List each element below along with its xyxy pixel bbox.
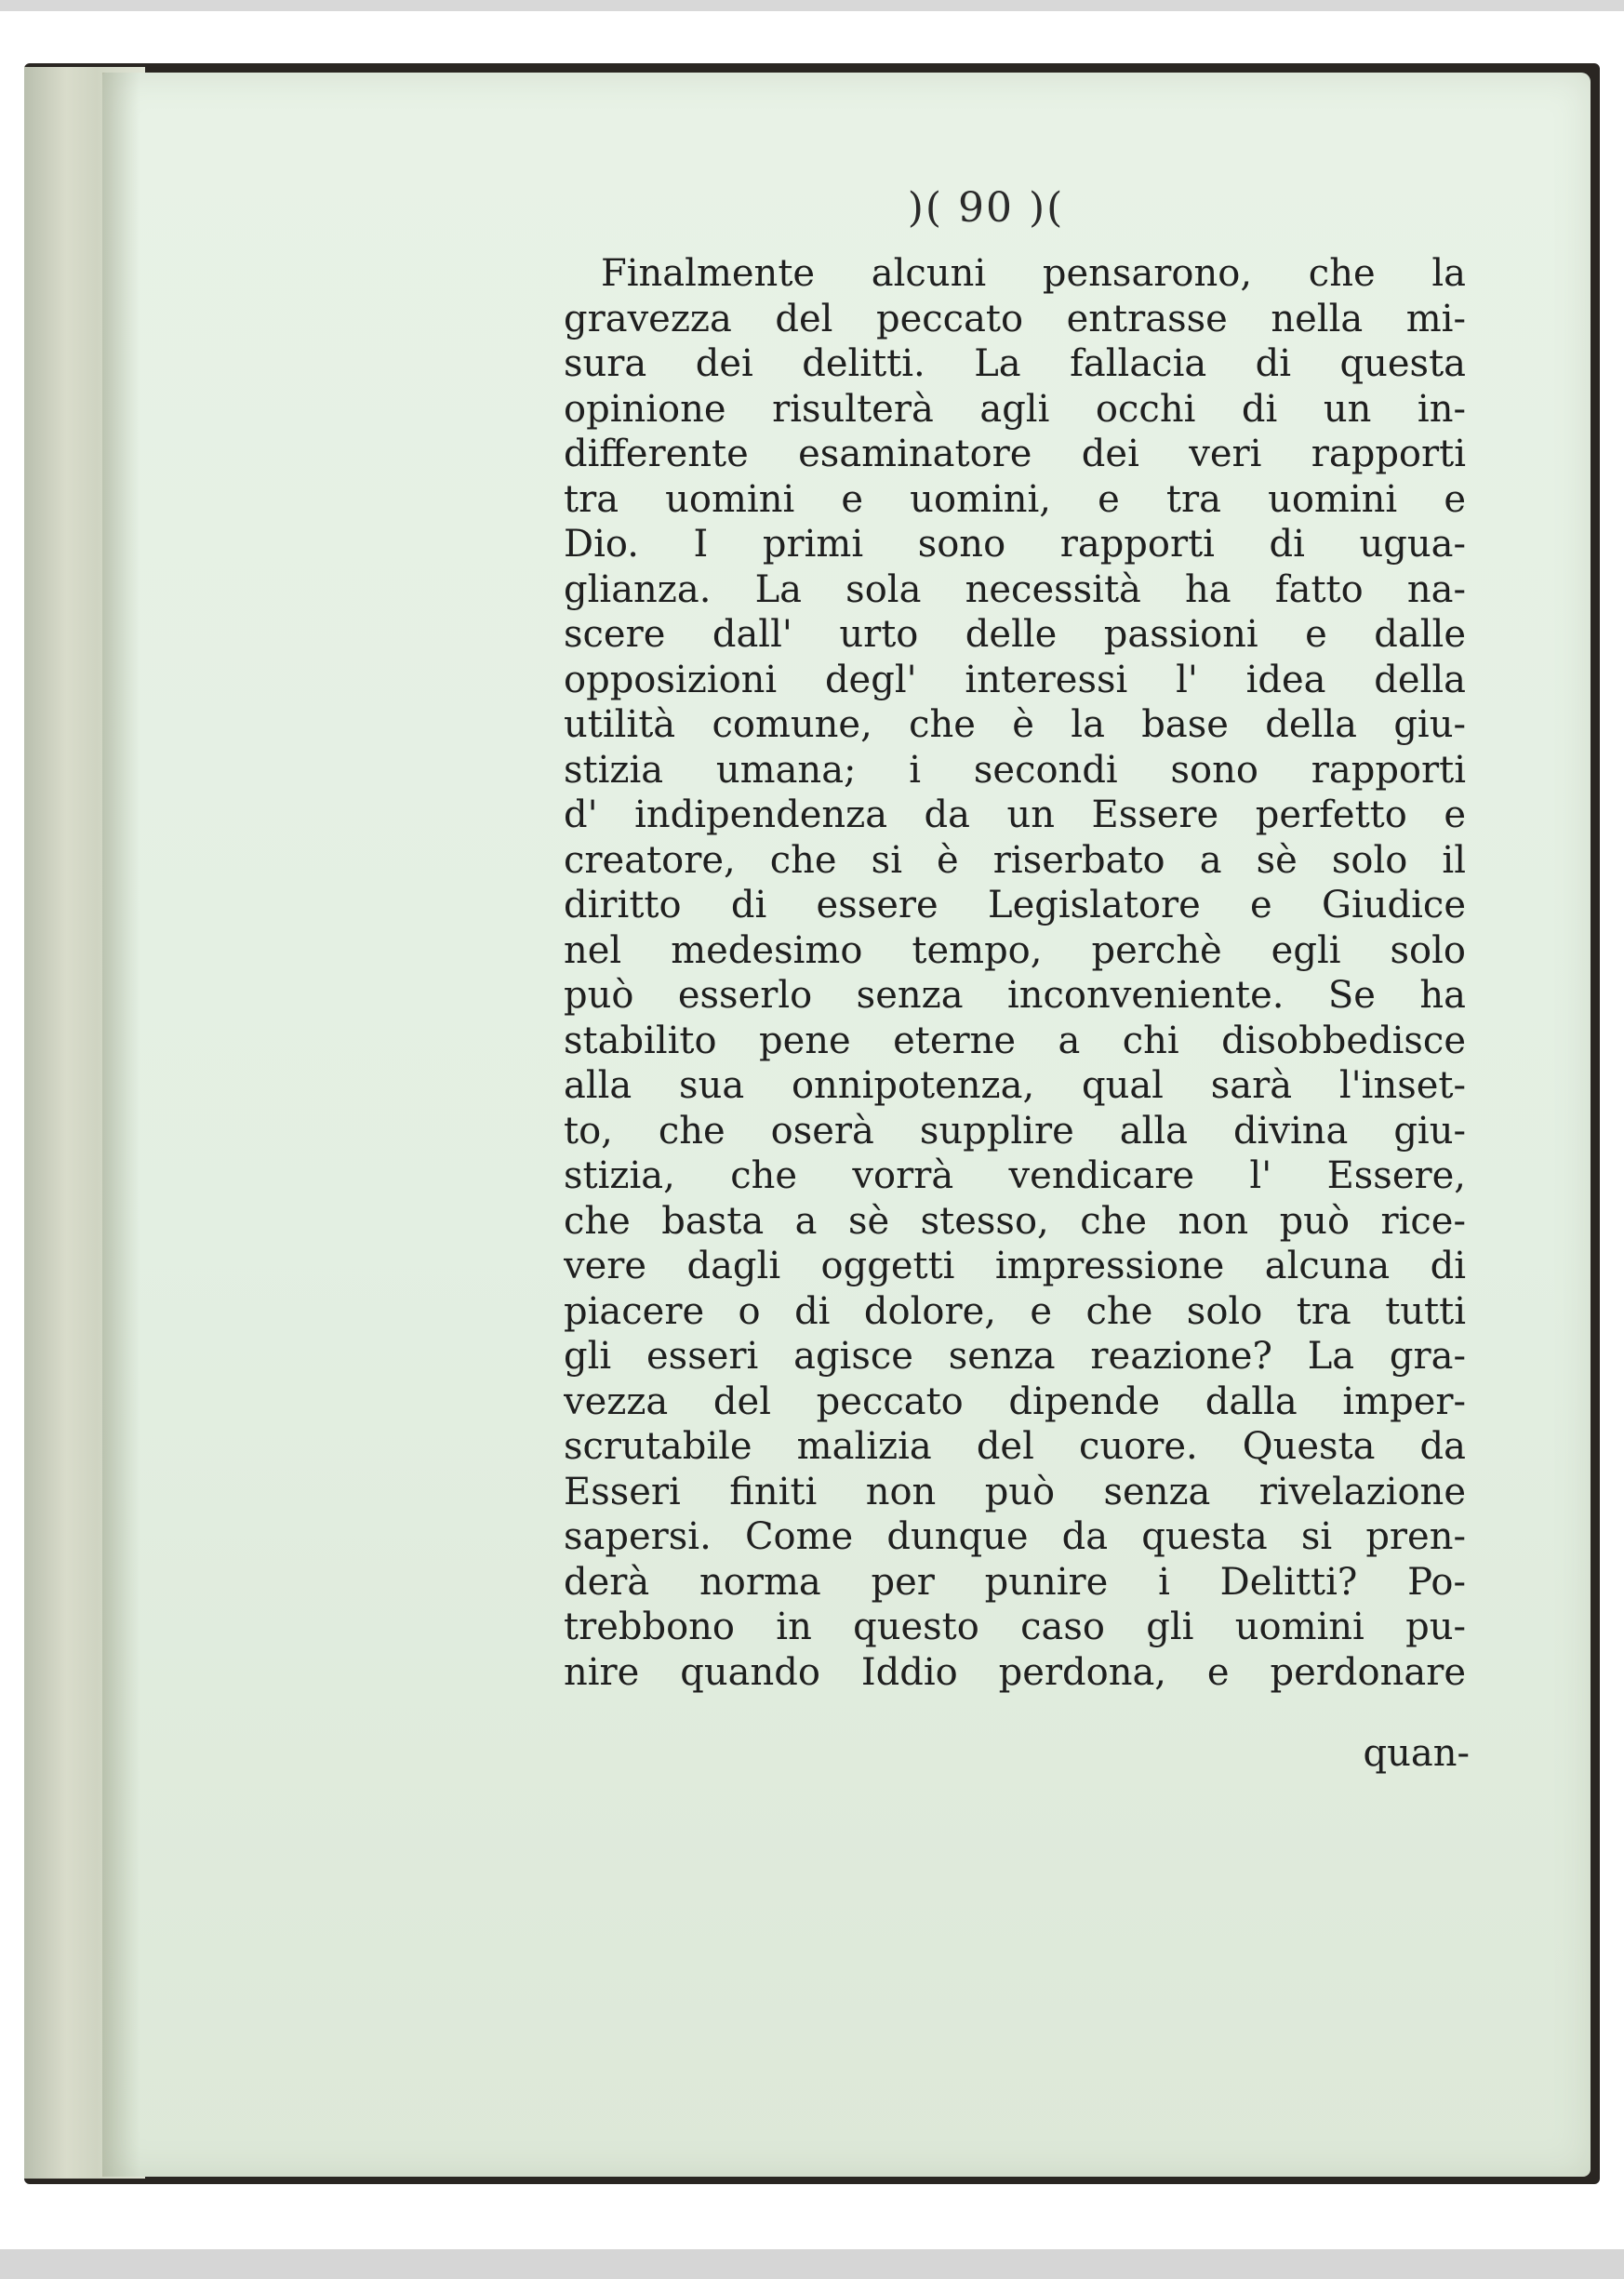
text-line: trebbono in questo caso gli uomini pu- bbox=[564, 1606, 1466, 1648]
text-line: d' indipendenza da un Essere perfetto e bbox=[564, 793, 1466, 836]
body-text bbox=[564, 251, 1466, 1695]
text-line: sura dei delitti. La fallacia di questa bbox=[564, 342, 1466, 385]
text-line: glianza. La sola necessità ha fatto na- bbox=[564, 567, 1466, 611]
text-line: nel medesimo tempo, perchè egli solo bbox=[564, 928, 1466, 972]
text-line: Esseri finiti non può senza rivelazione bbox=[564, 1470, 1466, 1513]
text-line: stizia umana; i secondi sono rapporti bbox=[564, 748, 1466, 792]
text-line: scere dall' urto delle passioni e dalle bbox=[564, 613, 1466, 656]
text-line: diritto di essere Legislatore e Giudice bbox=[564, 884, 1466, 926]
text-line: opposizioni degl' interessi l' idea della bbox=[564, 658, 1466, 701]
text-line: scrutabile malizia del cuore. Questa da bbox=[564, 1425, 1466, 1468]
text-line: stabilito pene eterne a chi disobbedisce bbox=[564, 1019, 1466, 1062]
text-line: che basta a sè stesso, che non può rice- bbox=[564, 1199, 1466, 1243]
text-line: Dio. I primi sono rapporti di ugua- bbox=[564, 523, 1466, 566]
text-line: tra uomini e uomini, e tra uomini e bbox=[564, 477, 1466, 521]
text-line: stizia, che vorrà vendicare l' Essere, bbox=[564, 1154, 1466, 1197]
text-line: Finalmente alcuni pensarono, che la bbox=[601, 252, 1466, 295]
page-gutter-shadow bbox=[102, 73, 140, 2177]
text-line: to, che oserà supplire alla divina giu- bbox=[564, 1109, 1466, 1153]
text-line: gli esseri agisce senza reazione? La gra- bbox=[564, 1335, 1466, 1378]
page-running-head: )( 90 )( bbox=[907, 184, 1065, 232]
catchword: quan- bbox=[1363, 1732, 1470, 1775]
text-line: vere dagli oggetti impressione alcuna di bbox=[564, 1245, 1466, 1287]
text-line: può esserlo senza inconveniente. Se ha bbox=[564, 974, 1466, 1017]
text-line: piacere o di dolore, e che solo tra tutti bbox=[564, 1289, 1466, 1333]
text-line: opinione risulterà agli occhi di un in- bbox=[564, 387, 1466, 431]
scan-bottom-band bbox=[0, 2249, 1624, 2279]
text-line: nire quando Iddio perdona, e perdonare bbox=[564, 1650, 1466, 1694]
text-line: sapersi. Come dunque da questa si pren- bbox=[564, 1515, 1466, 1558]
text-line: alla sua onnipotenza, qual sarà l'inset- bbox=[564, 1064, 1466, 1107]
text-line: differente esaminatore dei veri rapporti bbox=[564, 433, 1466, 475]
scan-top-band bbox=[0, 0, 1624, 11]
text-line: gravezza del peccato entrasse nella mi- bbox=[564, 297, 1466, 340]
text-line: creatore, che si è riserbato a sè solo il bbox=[564, 838, 1466, 882]
text-line: vezza del peccato dipende dalla imper- bbox=[564, 1379, 1466, 1423]
text-line: utilità comune, che è la base della giu- bbox=[564, 703, 1466, 746]
text-line: derà norma per punire i Delitti? Po- bbox=[564, 1560, 1466, 1604]
